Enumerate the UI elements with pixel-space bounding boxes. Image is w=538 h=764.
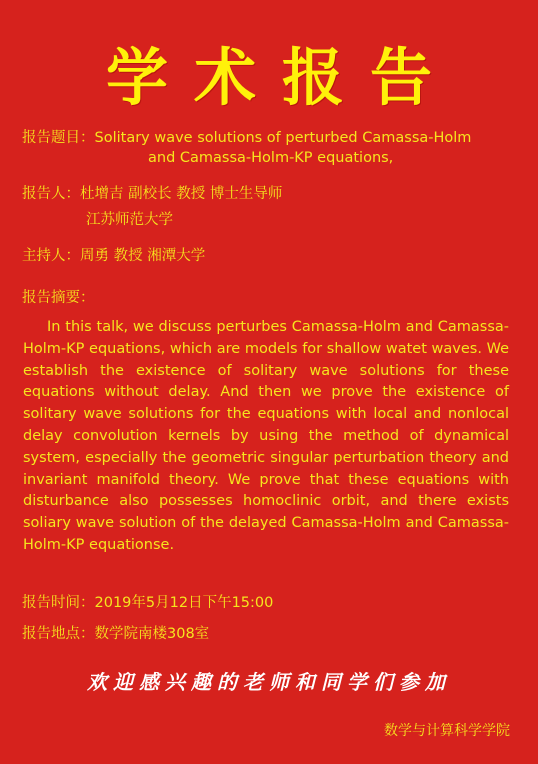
time-label: 报告时间：	[22, 595, 95, 611]
speaker-label: 报告人：	[22, 186, 80, 202]
welcome-message: 欢迎感兴趣的老师和同学们参加	[87, 670, 451, 694]
organizer-name: 数学与计算科学学院	[384, 723, 510, 739]
topic-section	[22, 128, 472, 166]
place-value: 数学院南楼308室	[94, 626, 210, 642]
speaker-section	[22, 184, 283, 228]
place-label: 报告地点：	[22, 626, 95, 642]
topic-line1: Solitary wave solutions of perturbed Camassa-Holm	[94, 130, 472, 146]
abstract-label: 报告摘要：	[22, 290, 95, 306]
place-section	[22, 624, 209, 644]
host-value: 周勇 教授 湘潭大学	[80, 248, 206, 264]
speaker-line1: 杜增吉 副校长 教授 博士生导师	[80, 186, 283, 202]
abstract-text: In this talk, we discuss perturbes Camassa-Holm and Camassa-Holm-KP equations, which are models for shallow watet waves. We establish the existence of solitary wave solutions for these equations without delay. And then we prove the existence of solitary wave solutions for the equations with local and nonlocal delay convolution kernels by using the method of dynamical system, especially the geometric singular perturbation theory and invariant manifold theory. We prove that these equations with disturbance also possesses homoclinic orbit, and there exists soliary wave solution of the delayed Camassa-Holm and Camassa-Holm-KP equationse.	[23, 319, 509, 553]
time-section	[22, 593, 273, 613]
topic-label: 报告题目：	[22, 130, 95, 146]
host-label: 主持人：	[22, 248, 80, 264]
topic-line2: and Camassa-Holm-KP equations,	[148, 150, 394, 166]
poster-title: 学术报告	[105, 41, 458, 114]
host-section	[22, 246, 205, 266]
time-value: 2019年5月12日下午15:00	[94, 595, 274, 611]
speaker-affiliation: 江苏师范大学	[86, 212, 173, 228]
